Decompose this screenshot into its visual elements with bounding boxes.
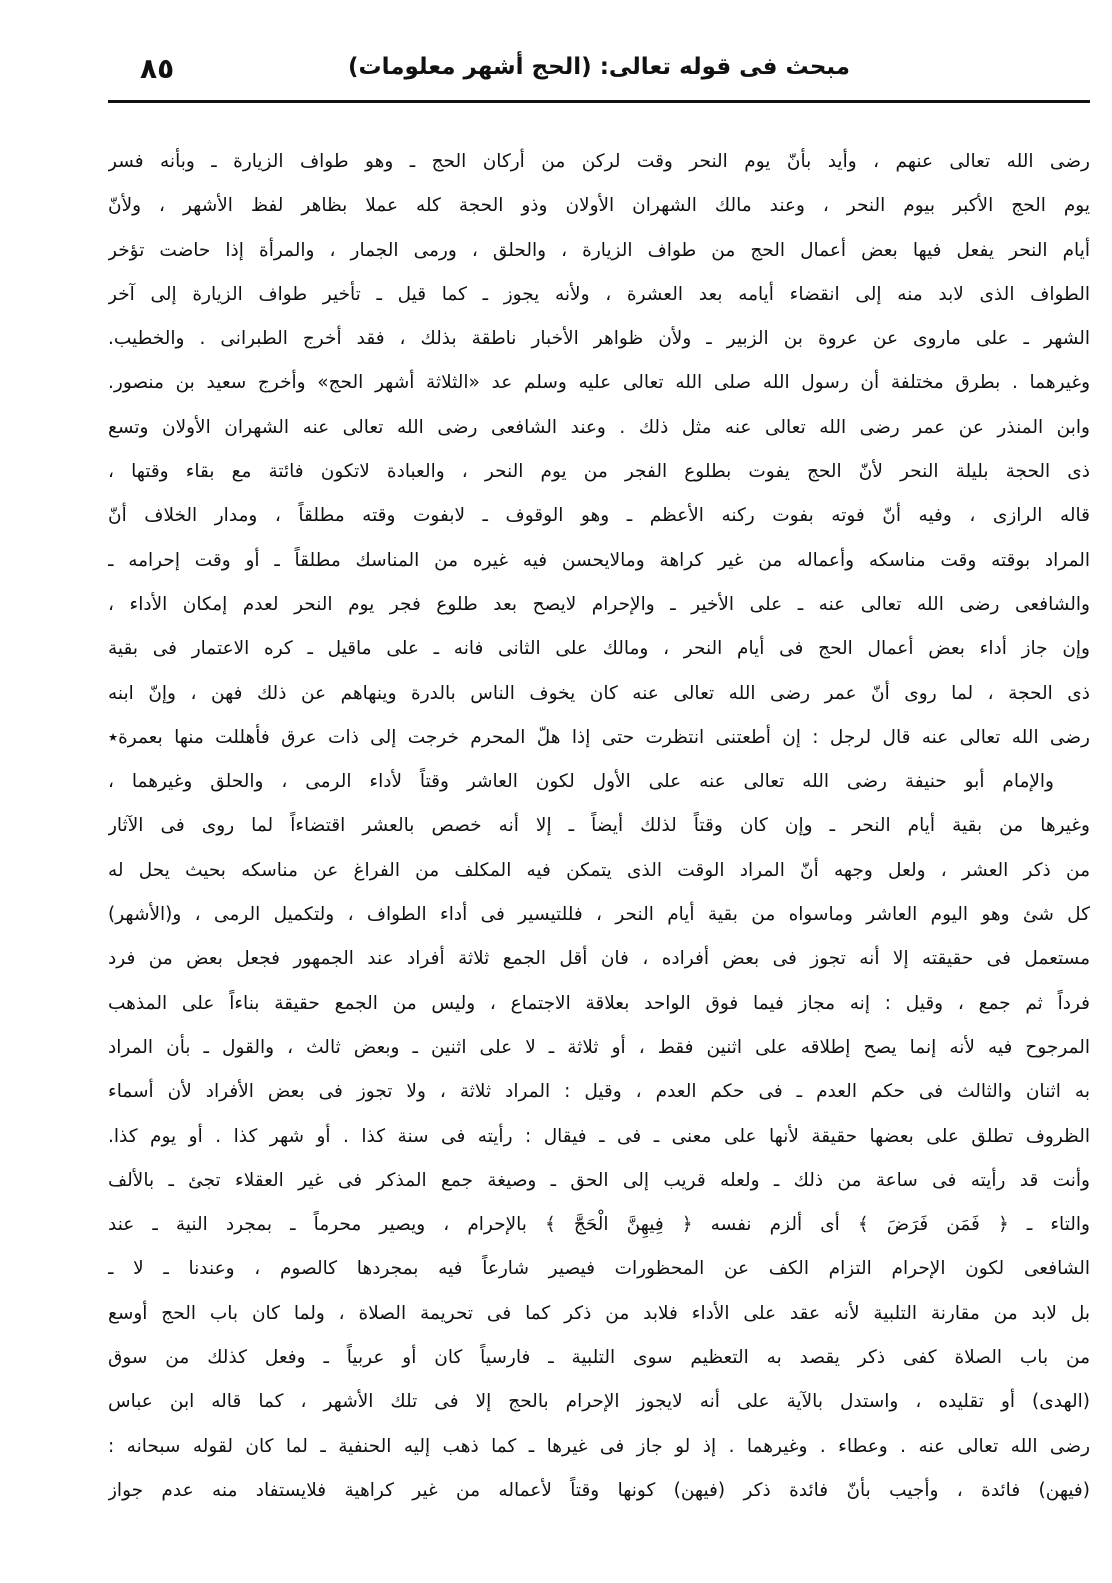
text-line: من باب الصلاة كفى ذكر يقصد به التعظيم سوى التلبية ـ فارسياً كان أو عربياً ـ وفعل كذلك من سوق <box>108 1347 1090 1369</box>
header-rule <box>108 100 1090 103</box>
running-title: مبحث فى قوله تعالى: (الحج أشهر معلومات) <box>347 54 851 80</box>
text-line: الشهر ـ على ماروى عن عروة بن الزبير ـ ولأن ظواهر الأخبار ناطقة بذلك ، فقد أخرج الطبرانى . والخطيب. <box>108 328 1090 350</box>
text-line: أيام النحر يفعل فيها بعض أعمال الحج من طواف الزيارة ، والحلق ، ورمى الجمار ، والمرأة إذا حاضت تؤخر <box>108 239 1090 261</box>
text-line: وأنت قد رأيته فى ساعة من ذلك ـ ولعله قريب إلى الحق ـ وصيغة جمع المذكر فى غير العقلاء تجئ ـ بالألف <box>108 1169 1090 1191</box>
text-line: بل لابد من مقارنة التلبية لأنه عقد على الأداء فلابد من ذكر كما فى تحريمة الصلاة ، ولما كان باب الحج أوسع <box>108 1302 1090 1324</box>
body-text <box>108 145 1090 1518</box>
text-line: (فيهن) فائدة ، وأجيب بأنّ فائدة ذكر (فيهن) كونها وقتاً لأعماله من غير كراهية فلايستفاد منه عدم جواز <box>108 1479 1090 1501</box>
text-line: رضى الله تعالى عنه قال لرجل : إن أطعتنى انتظرت حتى إذا هلّ المحرم خرجت إلى ذات عرق فأهللت منها بعمرة٭ <box>108 726 1090 748</box>
text-line: وإن جاز أداء بعض أعمال الحج فى أيام النحر ، ومالك على الثانى فانه ـ على ماقيل ـ كره الاعتمار فى بقية <box>108 638 1090 660</box>
text-line: الطواف الذى لابد منه إلى انقضاء أيامه بعد العشرة ، ولأنه يجوز ـ كما قيل ـ تأخير طواف الزيارة إلى آخر <box>108 283 1090 305</box>
text-line: ذى الحجة بليلة النحر لأنّ الحج يفوت بطلوع الفجر من يوم النحر ، والعبادة لاتكون فائتة مع بقاء وقتها ، <box>108 461 1090 483</box>
text-line: والشافعى رضى الله تعالى عنه ـ على الأخير ـ والإحرام لايصح بعد طلوع فجر يوم النحر لعدم إمكان الأداء ، <box>108 593 1090 615</box>
text-line: والتاء ـ ﴿ فَمَن فَرَضَ ﴾ أى ألزم نفسه ﴿ فِيهِنَّ الْحَجَّ ﴾ بالإحرام ، ويصير محرماً ـ بمجرد النية ـ عند <box>108 1214 1090 1236</box>
text-line: ذى الحجة ، لما روى أنّ عمر رضى الله تعالى عنه كان يخوف الناس بالدرة وينهاهم عن ذلك فهن ، وإنّ ابنه <box>108 682 1090 704</box>
text-line: قاله الرازى ، وفيه أنّ فوته بفوت ركنه الأعظم ـ وهو الوقوف ـ لابفوت وقته مطلقاً ، ومدار الخلاف أنّ <box>108 505 1090 527</box>
text-line: وغيرهما . بطرق مختلفة أن رسول الله صلى الله تعالى عليه وسلم عد «الثلاثة أشهر الحج» وأخرج سعيد بن منصور. <box>108 372 1090 394</box>
text-line: رضى الله تعالى عنهم ، وأيد بأنّ يوم النحر وقت لركن من أركان الحج ـ وهو طواف الزيارة ـ وبأنه فسر <box>108 151 1090 172</box>
text-line: (الهدى) أو تقليده ، واستدل بالآية على أنه لايجوز الإحرام بالحج إلا فى تلك الأشهر ، كما قاله ابن عباس <box>108 1391 1090 1413</box>
text-line: كل شئ وهو اليوم العاشر وماسواه من بقية أيام النحر ، فللتيسير فى أداء الطواف ، ولتكميل الرمى ، و(الأشهر) <box>108 904 1090 926</box>
text-line: فرداً ثم جمع ، وقيل : إنه مجاز فيما فوق الواحد بعلاقة الاجتماع ، وليس من الجمع حقيقة بناءاً على المذهب <box>108 992 1090 1014</box>
text-line: وابن المنذر عن عمر رضى الله تعالى عنه مثل ذلك . وعند الشافعى رضى الله تعالى عنه الشهران الأولان وتسع <box>108 416 1090 438</box>
page-header <box>108 52 1090 98</box>
text-line: رضى الله تعالى عنه . وعطاء . وغيرهما . إذ لو جاز فى غيرها ـ كما ذهب إليه الحنفية ـ لما كان لقوله سبحانه : <box>108 1435 1090 1457</box>
text-line: المراد بوقته وقت مناسكه وأعماله من غير كراهة ومالايحسن فيه غيره من المناسك مطلقاً ـ أو وقت إحرامه ـ <box>108 549 1090 571</box>
text-line: من ذكر العشر ، ولعل وجهه أنّ المراد الوقت الذى يتمكن فيه المكلف من الفراغ عن مناسكه بحيث يحل له <box>108 859 1090 881</box>
page-number: ٨٥ <box>140 52 175 85</box>
text-line: الظروف تطلق على بعضها حقيقة لأنها على معنى ـ فى ـ فيقال : رأيته فى سنة كذا . أو شهر كذا . أو يوم كذا. <box>108 1125 1090 1147</box>
text-line: الشافعى لكون الإحرام التزام الكف عن المحظورات فيصير شارعاً فيه بمجردها كالصوم ، وعندنا ـ لا ـ <box>108 1258 1090 1280</box>
text-line: به اثنان والثالث فى حكم العدم ـ فى حكم العدم ، وقيل : المراد ثلاثة ، ولا تجوز فى بعض الأفراد لأن أسماء <box>108 1081 1090 1103</box>
text-line: المرجوح فيه لأنه إنما يصح إطلاقه على اثنين فقط ، أو ثلاثة ـ لا على اثنين ـ وبعض ثالث ، والقول ـ بأن المراد <box>108 1036 1090 1058</box>
text-line: يوم الحج الأكبر بيوم النحر ، وعند مالك الشهران الأولان وذو الحجة كله عملا بظاهر لفظ الأشهر ، ولأنّ <box>108 195 1090 217</box>
text-line: وغيرها من بقية أيام النحر ـ وإن كان وقتاً لذلك أيضاً ـ إلا أنه خصص بالعشر اقتضاءاً لما روى فى الآثار <box>108 815 1090 837</box>
text-line: والإمام أبو حنيفة رضى الله تعالى عنه على الأول لكون العاشر وقتاً لأداء الرمى ، والحلق وغيرهما ، <box>108 771 1054 793</box>
text-line: مستعمل فى حقيقته إلا أنه تجوز فى بعض أفراده ، فان أقل الجمع ثلاثة أفراد عند الجمهور فجعل بعض من فرد <box>108 948 1090 970</box>
